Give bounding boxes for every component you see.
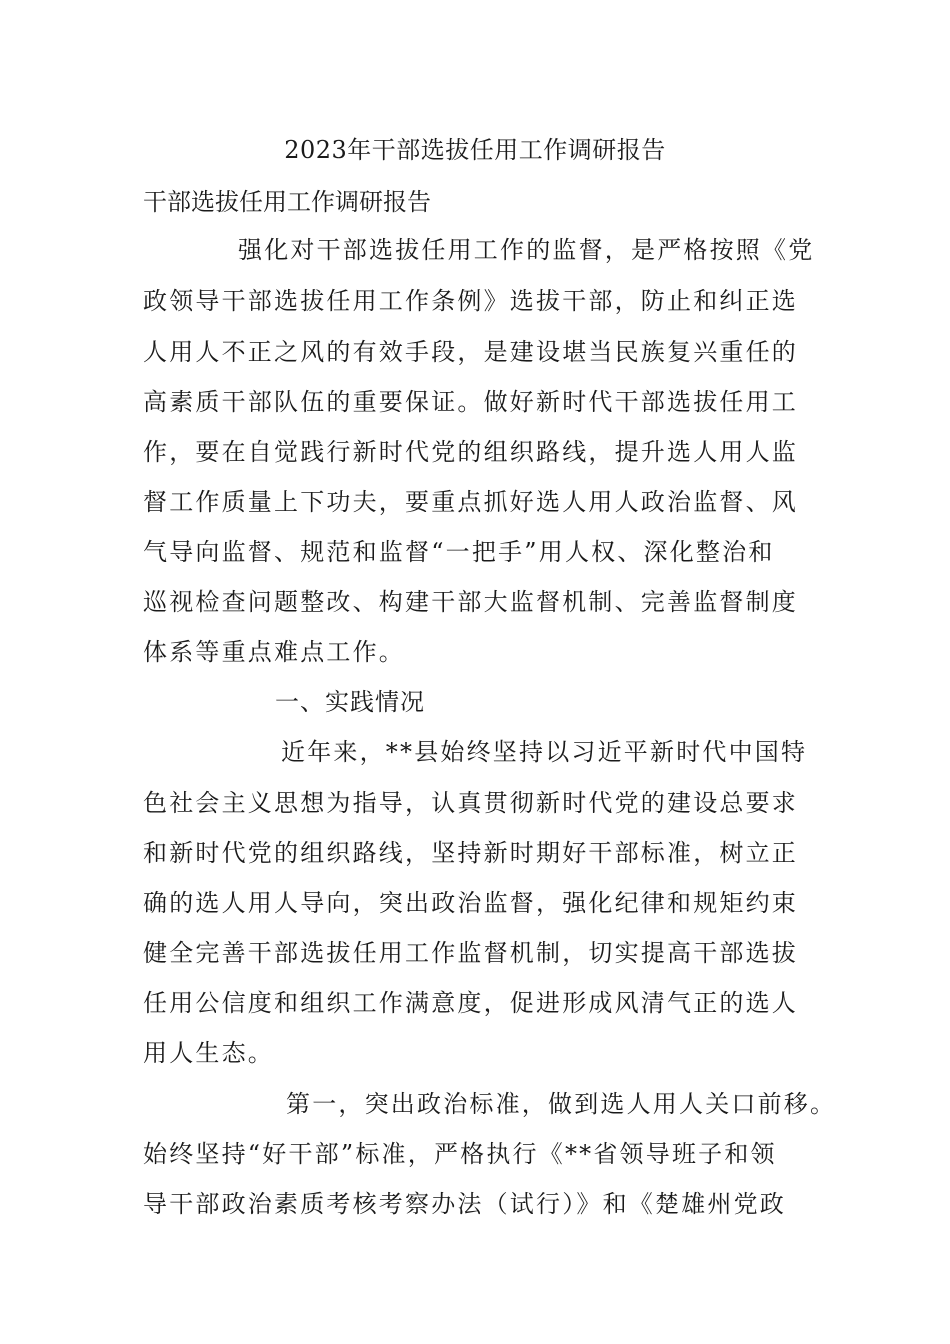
paragraph-line: 确的选人用人导向，突出政治监督，强化纪律和规矩约束 bbox=[143, 889, 798, 917]
paragraph-line: 督工作质量上下功夫，要重点抓好选人用人政治监督、风 bbox=[143, 488, 798, 516]
document-title: 2023年干部选拔任用工作调研报告 bbox=[284, 136, 666, 164]
paragraph-line: 健全完善干部选拔任用工作监督机制，切实提高干部选拔 bbox=[143, 939, 798, 967]
paragraph-line: 政领导干部选拔任用工作条例》选拔干部，防止和纠正选 bbox=[143, 287, 798, 315]
paragraph-line: 第一，突出政治标准，做到选人用人关口前移。 bbox=[286, 1090, 837, 1118]
paragraph-line: 用人生态。 bbox=[143, 1039, 274, 1067]
paragraph-line: 人用人不正之风的有效手段，是建设堪当民族复兴重任的 bbox=[143, 338, 798, 366]
paragraph-line: 作，要在自觉践行新时代党的组织路线，提升选人用人监 bbox=[143, 438, 798, 466]
section-heading: 一、实践情况 bbox=[275, 688, 425, 716]
paragraph-line: 色社会主义思想为指导，认真贯彻新时代党的建设总要求 bbox=[143, 789, 798, 817]
paragraph-line: 体系等重点难点工作。 bbox=[143, 638, 405, 666]
paragraph-line: 强化对干部选拔任用工作的监督，是严格按照《党 bbox=[238, 236, 815, 264]
paragraph-line: 近年来，**县始终坚持以习近平新时代中国特 bbox=[281, 738, 808, 766]
paragraph-line: 巡视检查问题整改、构建干部大监督机制、完善监督制度 bbox=[143, 588, 798, 616]
document-subtitle: 干部选拔任用工作调研报告 bbox=[143, 188, 431, 216]
paragraph-line: 导干部政治素质考核考察办法（试行）》和《楚雄州党政 bbox=[143, 1190, 786, 1218]
paragraph-line: 气导向监督、规范和监督“一把手”用人权、深化整治和 bbox=[143, 538, 775, 566]
paragraph-line: 始终坚持“好干部”标准，严格执行《**省领导班子和领 bbox=[143, 1140, 777, 1168]
paragraph-line: 任用公信度和组织工作满意度，促进形成风清气正的选人 bbox=[143, 989, 798, 1017]
paragraph-line: 和新时代党的组织路线，坚持新时期好干部标准，树立正 bbox=[143, 839, 798, 867]
paragraph-line: 高素质干部队伍的重要保证。做好新时代干部选拔任用工 bbox=[143, 388, 798, 416]
